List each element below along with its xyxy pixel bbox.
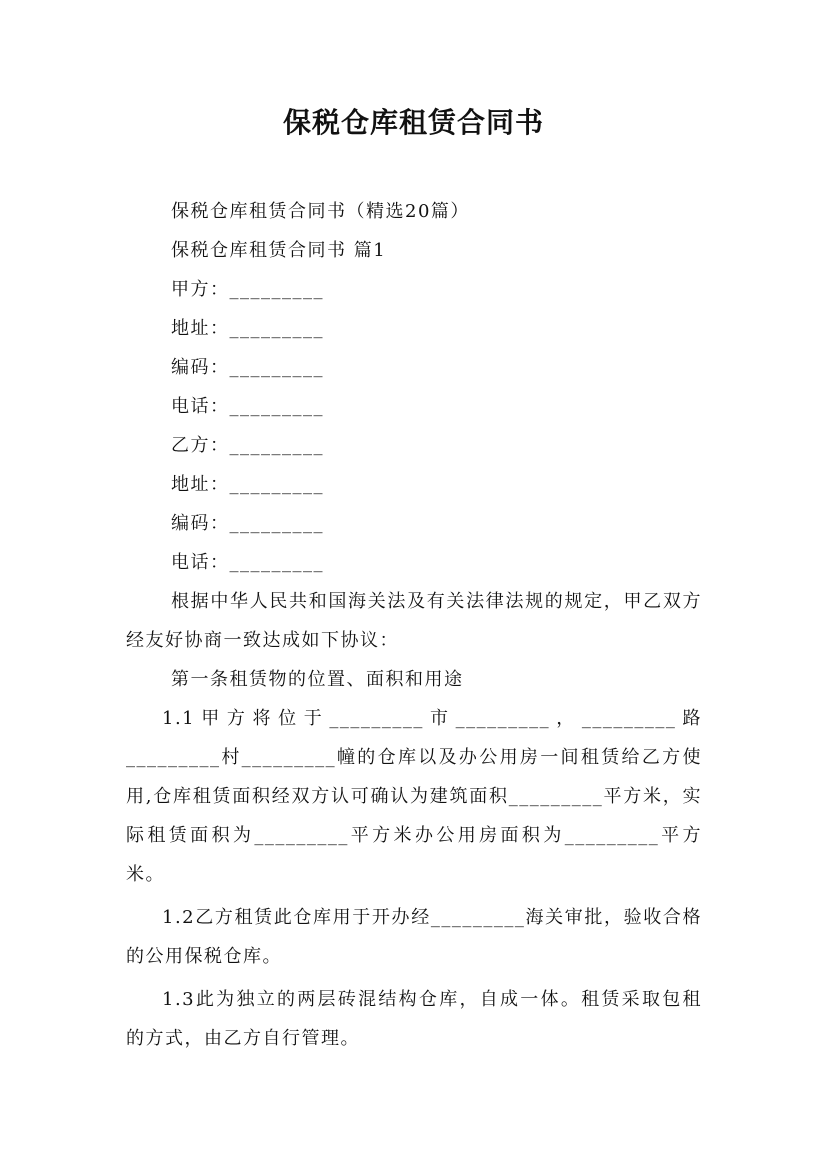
party-a-code: 编码：_________ xyxy=(171,357,324,378)
party-b-phone: 电话：_________ xyxy=(171,552,324,573)
document-title: 保税仓库租赁合同书 xyxy=(282,106,544,139)
section-heading: 保税仓库租赁合同书 篇1 xyxy=(171,240,387,261)
article-1-heading: 第一条租赁物的位置、面积和用途 xyxy=(171,669,464,690)
intro-paragraph: 根据中华人民共和国海关法及有关法律法规的规定，甲乙双方经友好协商一致达成如下协议： xyxy=(126,591,702,651)
party-b-name: 乙方：_________ xyxy=(171,435,324,456)
document-body xyxy=(126,192,702,1058)
clause-1-3: 1.3此为独立的两层砖混结构仓库，自成一体。租赁采取包租的方式，由乙方自行管理。 xyxy=(126,989,702,1049)
party-a-name: 甲方：_________ xyxy=(171,279,324,300)
party-a-phone: 电话：_________ xyxy=(171,396,324,417)
clause-1-2: 1.2乙方租赁此仓库用于开办经_________海关审批，验收合格的公用保税仓库。 xyxy=(126,907,702,967)
party-b-address: 地址：_________ xyxy=(171,474,324,495)
party-b-code: 编码：_________ xyxy=(171,513,324,534)
document-subtitle: 保税仓库租赁合同书（精选20篇） xyxy=(171,201,470,222)
party-a-address: 地址：_________ xyxy=(171,318,324,339)
clause-1-1: 1.1甲方将位于_________市_________，_________路_________村_________幢的仓库以及办公用房一间租赁给乙方使用,仓库租赁面积经双方认可确认为建筑面积_________平方米，实际租赁面积为_________平方米办公用房面积为_________平方米。 xyxy=(126,708,702,885)
